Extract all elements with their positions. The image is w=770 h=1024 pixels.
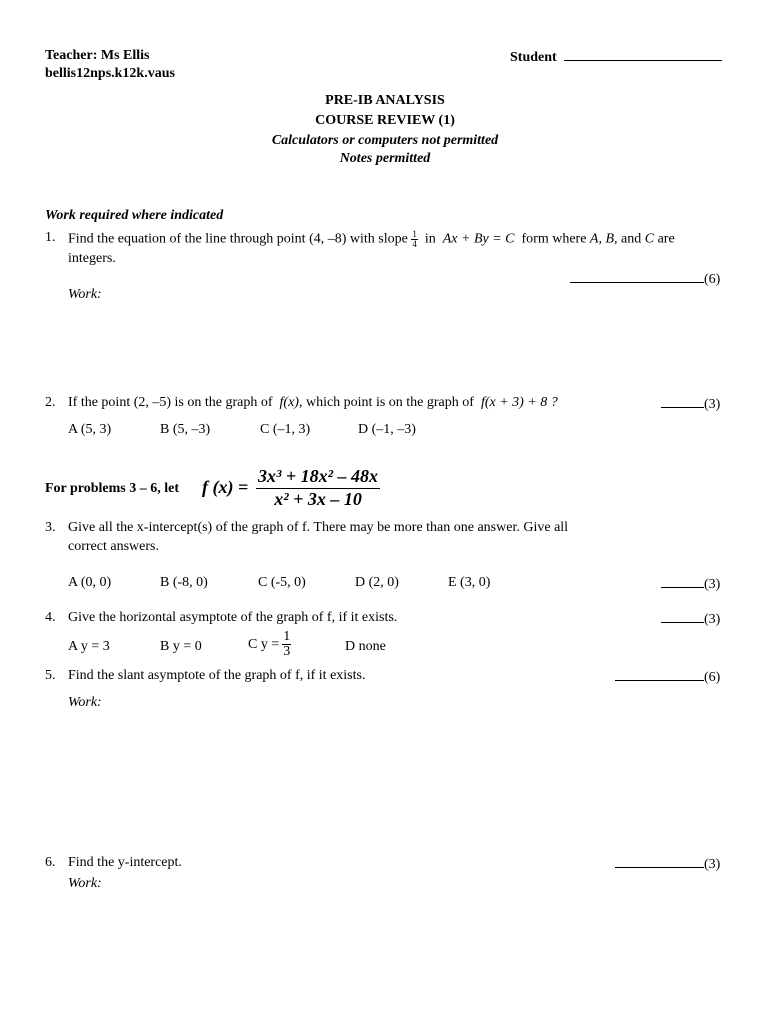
q5-answer[interactable] bbox=[615, 668, 720, 686]
q2-answer-blank[interactable] bbox=[661, 395, 704, 408]
q3-choice-e[interactable]: E (3, 0) bbox=[448, 575, 491, 590]
q4-answer[interactable] bbox=[661, 610, 720, 628]
q3-text-line2: correct answers. bbox=[68, 539, 159, 554]
q2-number: 2. bbox=[45, 395, 56, 410]
q5-text: Find the slant asymptote of the graph of f, if it exists. bbox=[68, 668, 366, 683]
q4-choice-c-fraction: $\frac{1}{3}$ bbox=[283, 629, 291, 659]
q3-answer-blank[interactable] bbox=[661, 575, 704, 588]
q4-points: (3) bbox=[704, 612, 721, 627]
q3-answer[interactable] bbox=[661, 575, 720, 593]
q1-points: (6) bbox=[704, 272, 721, 287]
q1-answer-blank[interactable] bbox=[570, 270, 704, 283]
q2-choice-d[interactable]: D (–1, –3) bbox=[358, 422, 416, 437]
notes-note: Notes permitted bbox=[339, 151, 431, 166]
q3-choice-b[interactable]: B (-8, 0) bbox=[160, 575, 208, 590]
q5-number: 5. bbox=[45, 668, 56, 683]
q4-number: 4. bbox=[45, 610, 56, 625]
calculator-note: Calculators or computers not permitted bbox=[271, 133, 499, 148]
q2-choice-c[interactable]: C (–1, 3) bbox=[260, 422, 311, 437]
q5-points: (6) bbox=[704, 670, 721, 685]
q3-points: (3) bbox=[704, 577, 721, 592]
q1-number: 1. bbox=[45, 230, 56, 245]
problems-intro: For problems 3 – 6, let bbox=[45, 481, 180, 496]
q4-text: Give the horizontal asymptote of the graph of f, if it exists. bbox=[68, 610, 398, 625]
q4-choice-d[interactable]: D none bbox=[345, 639, 386, 654]
q6-work-label: Work: bbox=[68, 876, 102, 891]
q2-answer[interactable] bbox=[661, 395, 720, 413]
course-title: PRE-IB ANALYSIS bbox=[325, 93, 445, 108]
section-heading: Work required where indicated bbox=[45, 208, 224, 223]
q1-answer[interactable] bbox=[570, 270, 720, 288]
q2-text: If the point (2, –5) is on the graph of f(x), which point is on the graph of f(x + 3) + 8 ? bbox=[68, 395, 558, 410]
q1-text: Find the equation of the line through point (4, –8) with slope $\frac{1}{4}$ in Ax + By = C form where A, B, and C are bbox=[68, 229, 675, 249]
student-name-blank[interactable] bbox=[564, 48, 722, 61]
q4-answer-blank[interactable] bbox=[661, 610, 704, 623]
q6-text: Find the y-intercept. bbox=[68, 855, 182, 870]
function-fraction bbox=[256, 466, 380, 510]
function-numerator: 3x³ + 18x² – 48x bbox=[256, 466, 380, 489]
q6-points: (3) bbox=[704, 857, 721, 872]
student-label: Student bbox=[510, 50, 557, 65]
q4-choice-a[interactable]: A y = 3 bbox=[68, 639, 110, 654]
review-title: COURSE REVIEW (1) bbox=[315, 113, 455, 128]
q1-text-line2: integers. bbox=[68, 251, 116, 266]
q3-choice-a[interactable]: A (0, 0) bbox=[68, 575, 112, 590]
q2-choice-a[interactable]: A (5, 3) bbox=[68, 422, 112, 437]
function-name: f (x) = bbox=[202, 477, 249, 497]
student-field[interactable] bbox=[510, 48, 722, 66]
q3-choice-d[interactable]: D (2, 0) bbox=[355, 575, 399, 590]
q3-text: Give all the x-intercept(s) of the graph of f. There may be more than one answer. Give all bbox=[68, 520, 569, 535]
q2-points: (3) bbox=[704, 397, 721, 412]
teacher-name: Teacher: Ms Ellis bbox=[45, 48, 150, 63]
q3-choice-c[interactable]: C (-5, 0) bbox=[258, 575, 306, 590]
q3-number: 3. bbox=[45, 520, 56, 535]
q5-answer-blank[interactable] bbox=[615, 668, 704, 681]
q6-number: 6. bbox=[45, 855, 56, 870]
q1-work-label: Work: bbox=[68, 287, 102, 302]
teacher-email: bellis12nps.k12k.vaus bbox=[45, 66, 175, 81]
q1-slope-fraction: $\frac{1}{4}$ bbox=[412, 229, 417, 249]
q6-answer[interactable] bbox=[615, 855, 720, 873]
q5-work-label: Work: bbox=[68, 695, 102, 710]
q4-choice-b[interactable]: B y = 0 bbox=[160, 639, 202, 654]
function-denominator: x² + 3x – 10 bbox=[274, 488, 362, 509]
q4-choice-c[interactable]: C y = $\frac{1}{3}$ bbox=[248, 629, 291, 659]
q2-choice-b[interactable]: B (5, –3) bbox=[160, 422, 211, 437]
q6-answer-blank[interactable] bbox=[615, 855, 704, 868]
